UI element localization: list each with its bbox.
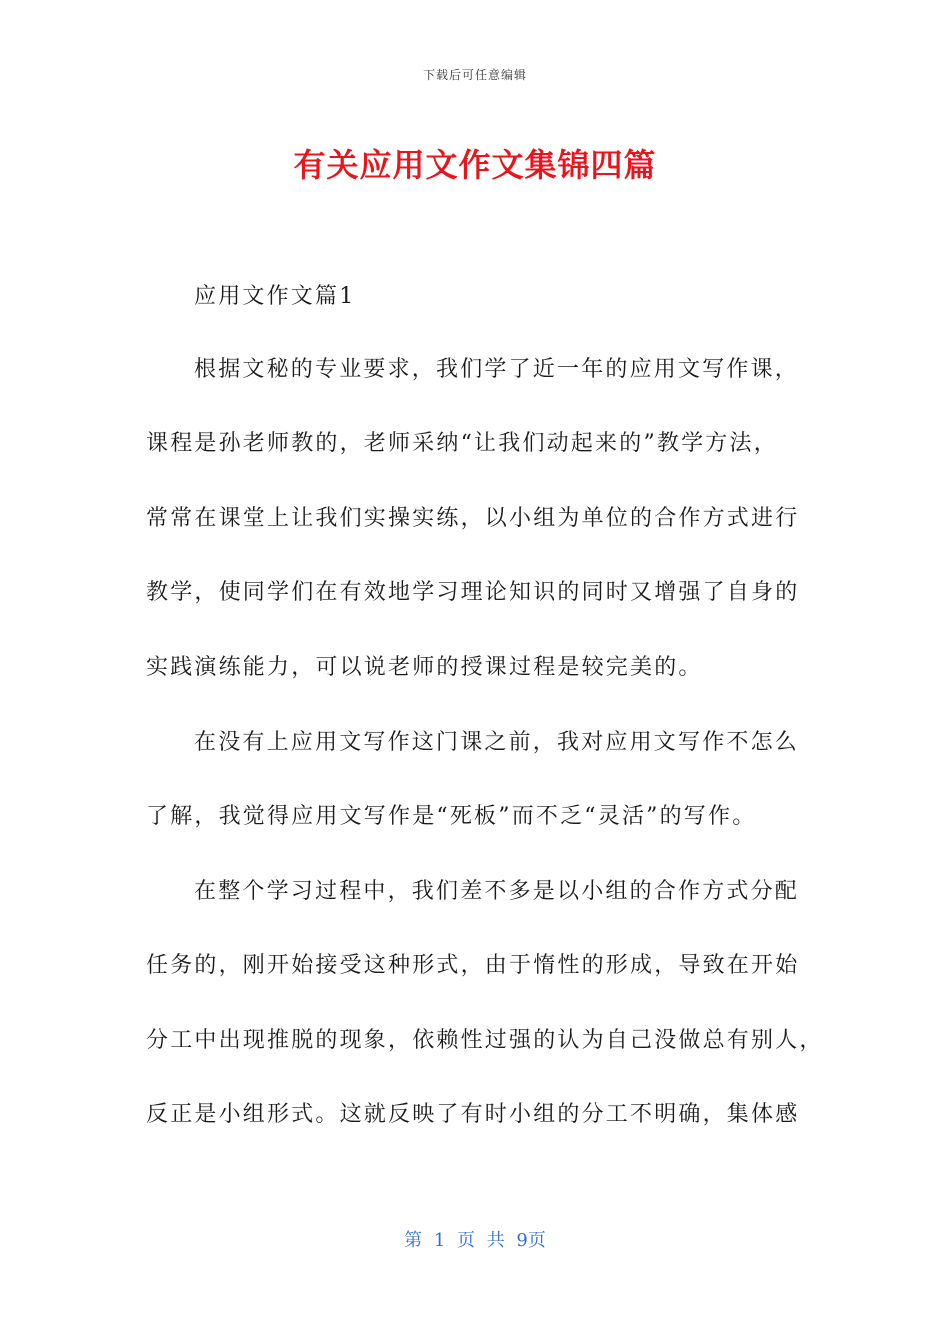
paragraph-line: 了解，我觉得应用文写作是“死板”而不乏“灵活”的写作。	[146, 804, 757, 829]
section-heading: 应用文作文篇1	[194, 284, 356, 309]
page-header: 下载后可任意编辑	[422, 68, 527, 82]
paragraph-line: 在整个学习过程中，我们差不多是以小组的合作方式分配	[194, 879, 800, 904]
paragraph-line: 课程是孙老师教的，老师采纳“让我们动起来的”教学方法，	[146, 431, 778, 456]
paragraph-line: 根据文秘的专业要求，我们学了近一年的应用文写作课，	[194, 357, 800, 382]
paragraph-line: 在没有上应用文写作这门课之前，我对应用文写作不怎么	[194, 730, 800, 755]
paragraph-line: 任务的，刚开始接受这种形式，由于惰性的形成，导致在开始	[146, 953, 800, 978]
paragraph-line: 实践演练能力，可以说老师的授课过程是较完美的。	[146, 655, 703, 680]
paragraph-line: 常常在课堂上让我们实操实练，以小组为单位的合作方式进行	[146, 506, 800, 531]
paragraph-line: 教学，使同学们在有效地学习理论知识的同时又增强了自身的	[146, 580, 800, 605]
page-footer: 第 1 页 共 9页	[404, 1230, 546, 1251]
paragraph-line: 反正是小组形式。这就反映了有时小组的分工不明确，集体感	[146, 1102, 800, 1127]
paragraph-line: 分工中出现推脱的现象，依赖性过强的认为自己没做总有别人，	[146, 1028, 824, 1053]
document-title: 有关应用文作文集锦四篇	[293, 146, 657, 184]
